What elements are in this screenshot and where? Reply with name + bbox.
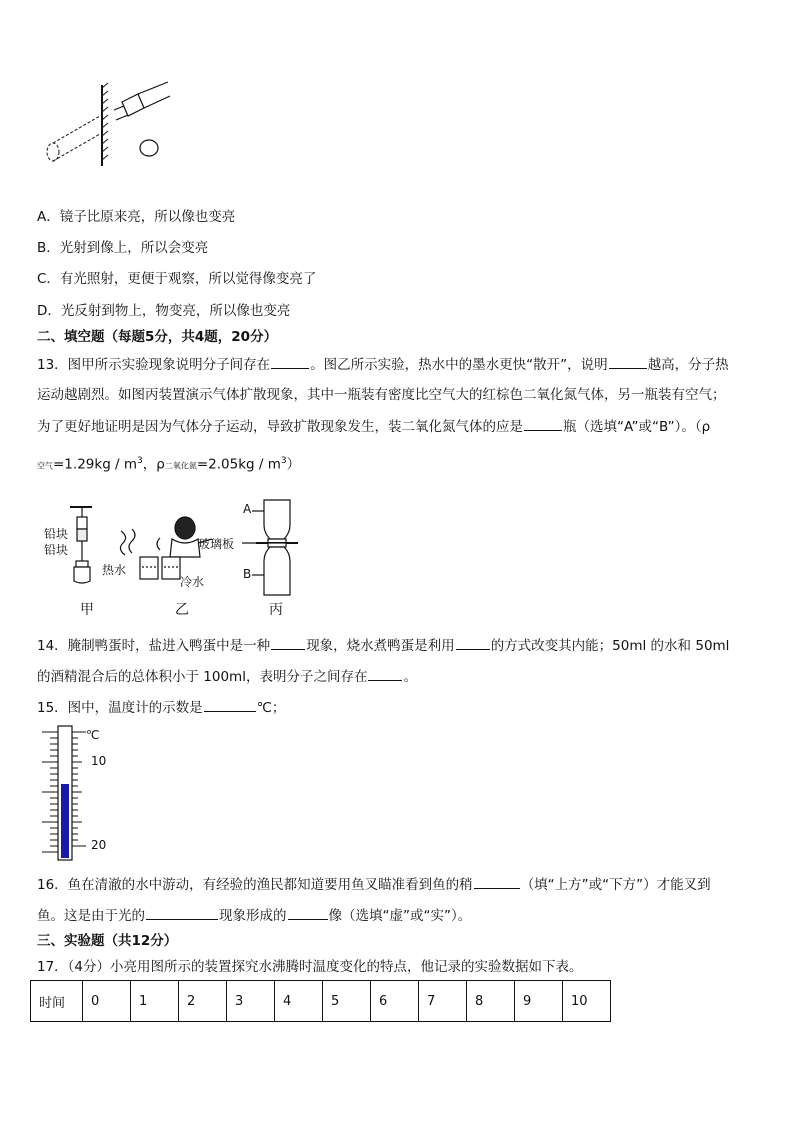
q14-blank2[interactable]	[456, 636, 490, 650]
caption-yi: 乙	[175, 602, 189, 618]
q13-line3: 为了更好地证明是因为气体分子运动，导致扩散现象发生，装二氧化氮气体的应是 瓶（选填“A”或“B”）。（ρ	[37, 419, 711, 435]
mirror-flashlight-figure	[38, 80, 178, 170]
yi-hot-label: 热水	[102, 563, 127, 577]
table-cell: 7	[419, 981, 467, 1022]
bing-glass-label: 玻璃板	[198, 537, 235, 551]
table-cell: 0	[83, 981, 131, 1022]
mercury-column	[61, 784, 69, 858]
table-row-header: 时间	[31, 981, 83, 1022]
table-cell: 8	[467, 981, 515, 1022]
table-cell: 2	[179, 981, 227, 1022]
table-cell: 9	[515, 981, 563, 1022]
option-d: D．光反射到物上，物变亮，所以像也变亮	[37, 303, 291, 319]
bing-a-label: A	[243, 502, 252, 516]
jia-label-top: 铅块	[44, 527, 69, 541]
q13-blank2[interactable]	[609, 355, 647, 369]
section-3-title: 三、实验题（共12分）	[37, 933, 178, 949]
lead-blocks-icon	[70, 507, 92, 583]
q14-blank1[interactable]	[271, 636, 305, 650]
table-row	[31, 981, 611, 1022]
q16-blank3[interactable]	[288, 906, 328, 920]
thermometer-figure	[38, 722, 118, 864]
jia-label-bottom: 铅块	[44, 543, 69, 557]
table-cell: 5	[323, 981, 371, 1022]
tick-label-bottom: 20	[91, 838, 107, 852]
q13-line2: 运动越剧烈。如图丙装置演示气体扩散现象，其中一瓶装有密度比空气大的红棕色二氧化氮气体，另一瓶装有空气；	[37, 387, 726, 403]
option-b: B．光射到像上，所以会变亮	[37, 240, 209, 256]
q14-blank3[interactable]	[368, 667, 402, 681]
caption-jia: 甲	[80, 602, 94, 618]
q17-text: 17．（4分）小亮用图所示的装置探究水沸腾时温度变化的特点，他记录的实验数据如下表。	[37, 959, 583, 975]
option-a: A．镜子比原来亮，所以像也变亮	[37, 209, 236, 225]
q16-line1: 16．鱼在清澈的水中游动，有经验的渔民都知道要用鱼叉瞄准看到鱼的稍 （填“上方”或“下方”）才能叉到	[37, 877, 711, 893]
thermometer-unit: ℃	[86, 728, 100, 742]
section-2-title: 二、填空题（每题5分，共4题，20分）	[37, 329, 278, 345]
yi-cold-label: 冷水	[180, 575, 205, 589]
table-cell: 4	[275, 981, 323, 1022]
q13-line1: 13．图甲所示实验现象说明分子间存在 。图乙所示实验，热水中的墨水更快“散开”，说明 越高，分子热	[37, 357, 729, 373]
q13-figure	[40, 495, 300, 620]
q16-blank1[interactable]	[474, 875, 520, 889]
tick-label-top: 10	[91, 754, 107, 768]
q17-data-table	[30, 980, 611, 1022]
q15-line: 15．图中，温度计的示数是 ℃；	[37, 700, 286, 716]
table-cell: 3	[227, 981, 275, 1022]
q14-line2: 的酒精混合后的总体积小于 100ml，表明分子之间存在 。	[37, 669, 417, 685]
q13-blank3[interactable]	[524, 417, 562, 431]
bing-b-label: B	[243, 567, 252, 581]
q14-line1: 14．腌制鸭蛋时，盐进入鸭蛋中是一种 现象，烧水煮鸭蛋是利用 的方式改变其内能；50ml 的水和 50ml	[37, 638, 730, 654]
q16-blank2[interactable]	[146, 906, 218, 920]
q16-line2: 鱼。这是由于光的 现象形成的 像（选填“虚”或“实”）。	[37, 908, 472, 924]
q13-blank1[interactable]	[271, 355, 309, 369]
option-c: C．有光照射，更便于观察，所以觉得像变亮了	[37, 271, 317, 287]
q13-line4: 空气$=1.29kg / m^3$，ρ二氧化氮$=2.05kg / m^3$）	[37, 456, 301, 473]
table-cell: 6	[371, 981, 419, 1022]
caption-bing: 丙	[269, 602, 283, 618]
table-cell: 10	[563, 981, 611, 1022]
table-cell: 1	[131, 981, 179, 1022]
q15-blank[interactable]	[204, 698, 256, 712]
